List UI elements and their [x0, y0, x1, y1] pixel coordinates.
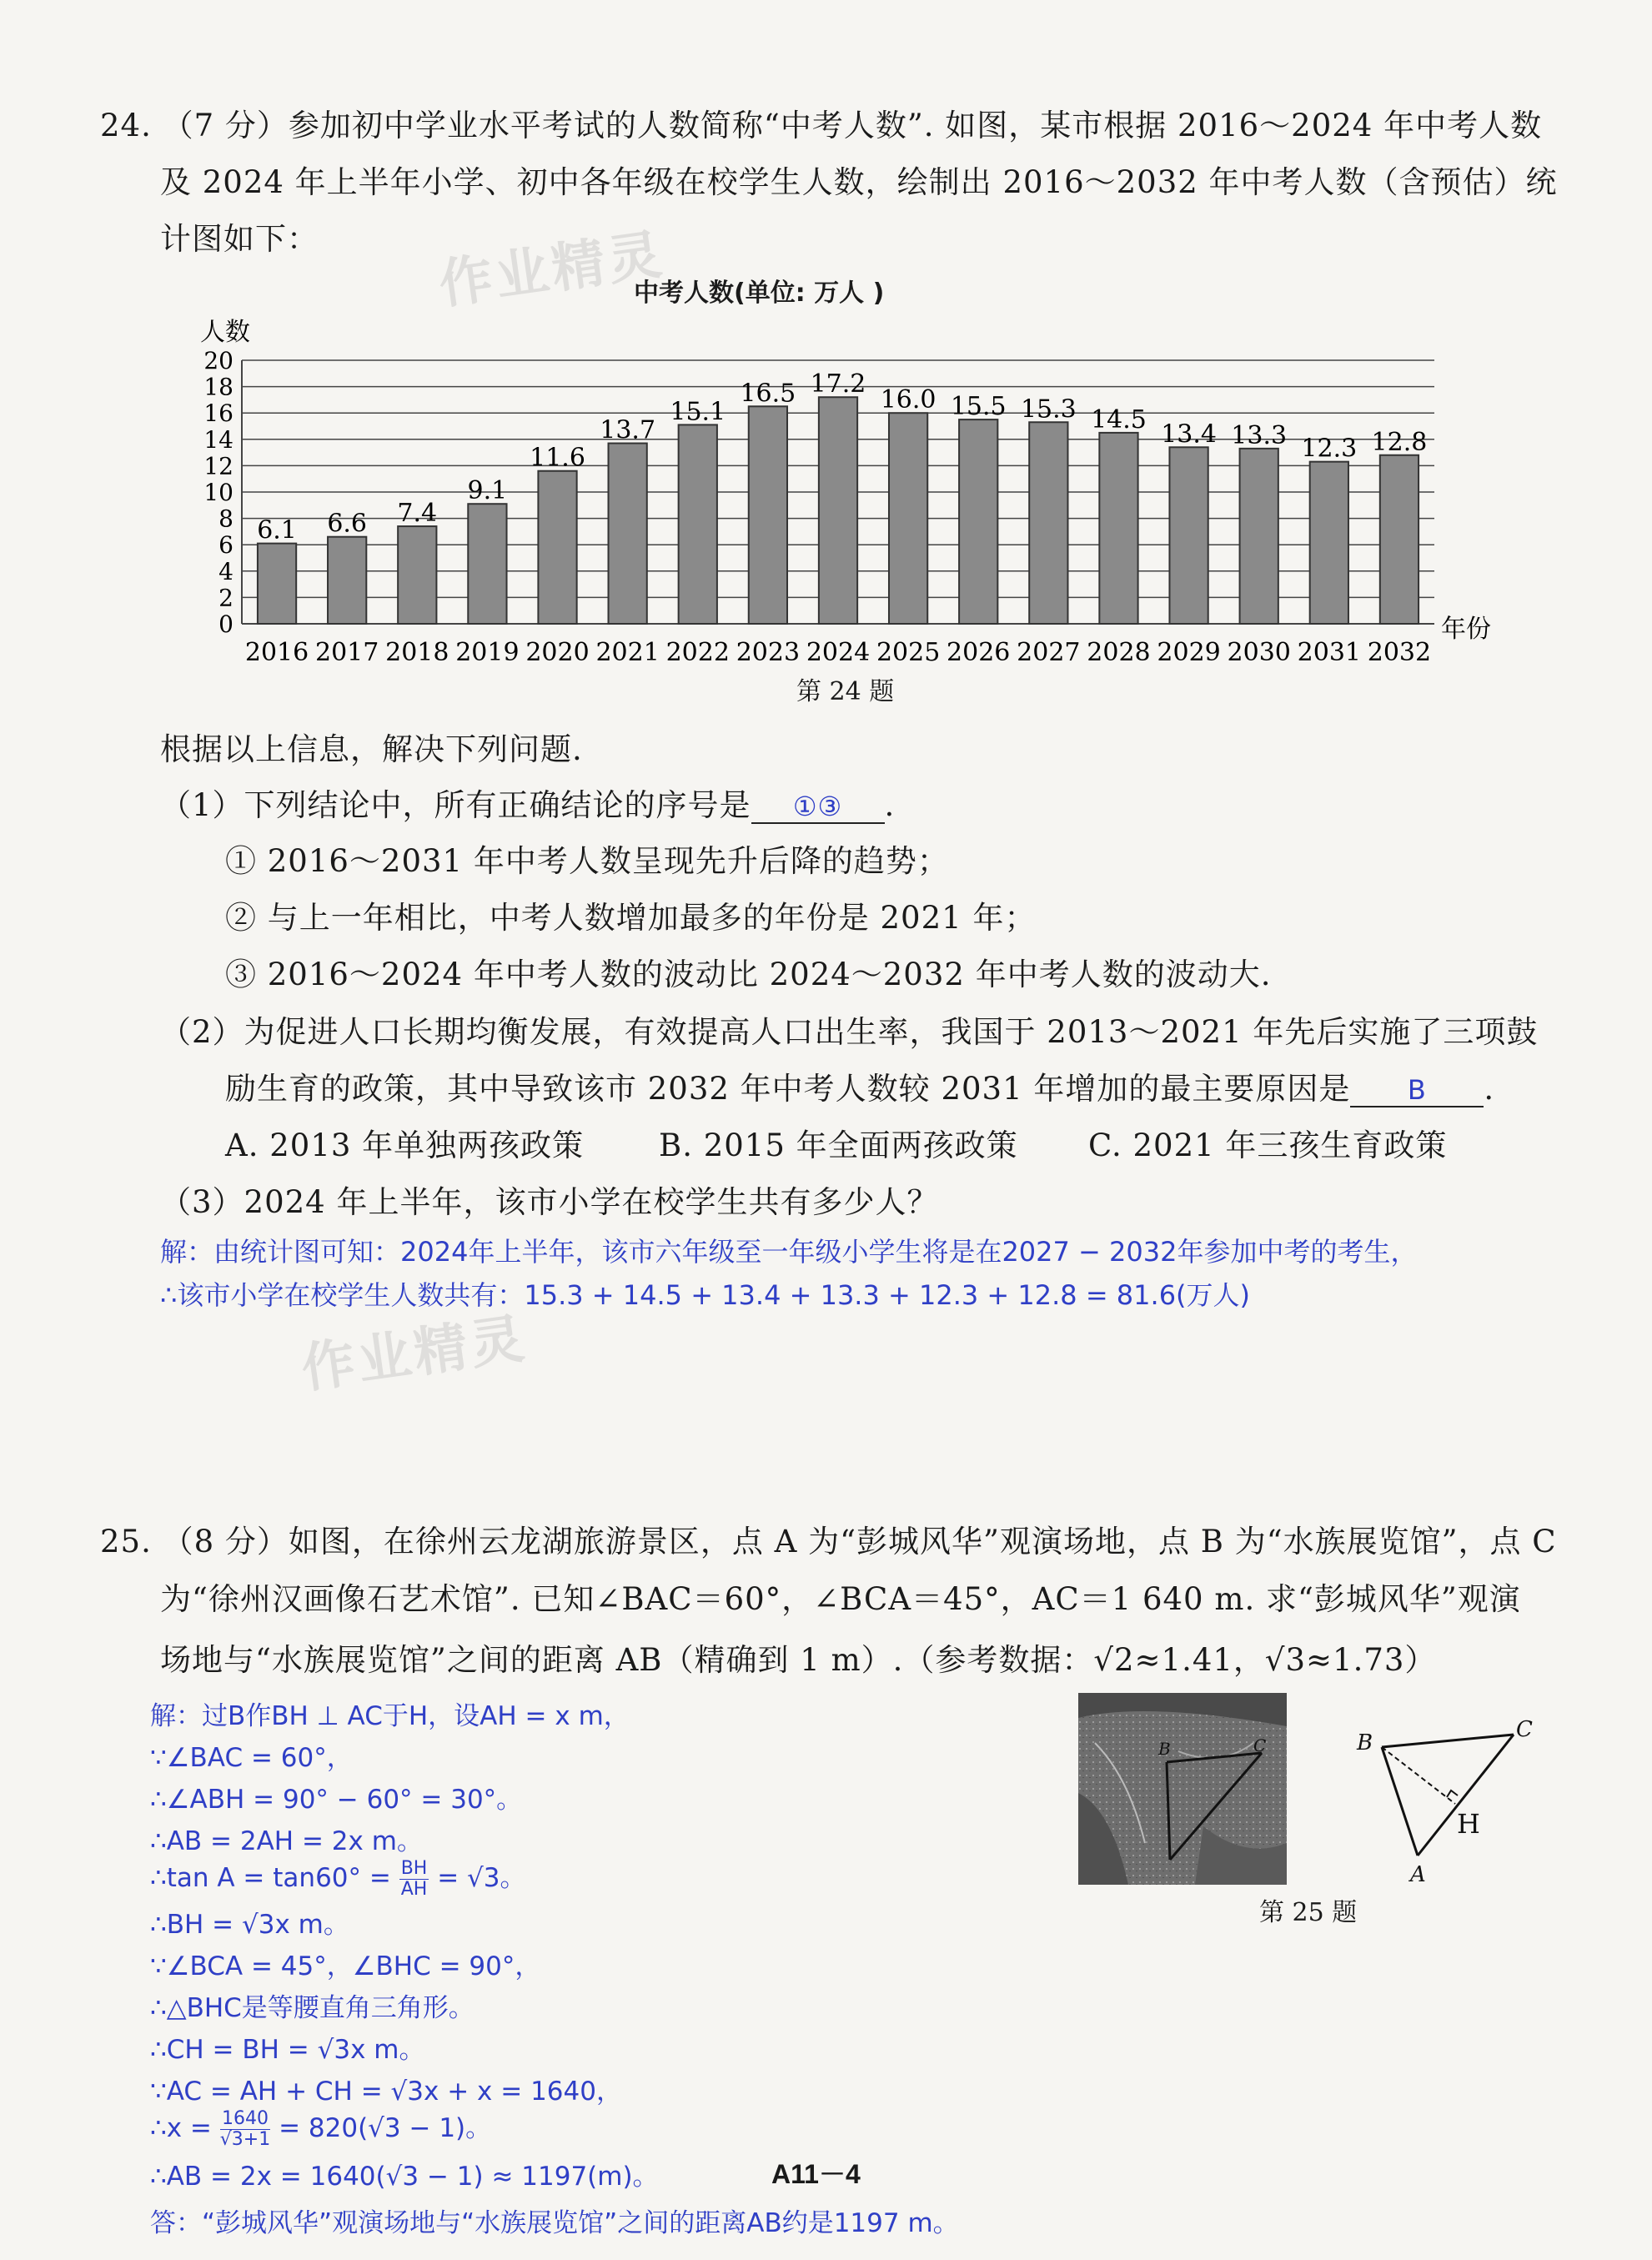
q24-option-b: B. 2015 年全面两孩政策	[659, 1127, 1018, 1163]
q25-sol-10-text: ∴x =	[150, 2113, 220, 2143]
triangle-diagram	[1347, 1710, 1539, 1901]
bar-2020	[538, 471, 576, 624]
q24-statement-3: ③ 2016～2024 年中考人数的波动比 2024～2032 年中考人数的波动大.	[225, 957, 1272, 992]
fraction-bh-ah	[399, 1859, 429, 1900]
q24-solution-2: ∴该市小学在校学生人数共有：15.3 + 14.5 + 13.4 + 13.3 + 12.3 + 12.8 = 81.6(万人)	[160, 1279, 1251, 1311]
bar-2031	[1310, 462, 1348, 624]
bar-value-label: 15.1	[670, 397, 726, 427]
x-tick-label: 2019	[455, 638, 520, 667]
bar-value-label: 13.3	[1231, 420, 1288, 450]
watermark: 作业精灵	[435, 223, 669, 317]
q24-statement-2: ② 与上一年相比，中考人数增加最多的年份是 2021 年；	[225, 900, 1037, 936]
q24-part2-line1: （2）为促进人口长期均衡发展，有效提高人口出生率，我国于 2013～2021 年先后实施了三项鼓	[160, 1014, 1539, 1050]
q25-caption: 第 25 题	[1259, 1898, 1358, 1927]
y-tick-label: 6	[218, 531, 233, 560]
q25-sol-10	[150, 2107, 491, 2150]
q24-part2-answer: B	[1350, 1074, 1484, 1107]
altitude-bh	[1382, 1747, 1455, 1804]
y-axis-label: 人数	[200, 318, 250, 347]
bar-value-label: 6.1	[257, 515, 297, 545]
x-tick-label: 2025	[876, 638, 941, 667]
x-tick-label: 2021	[595, 638, 660, 667]
q25-sol-7: ∴△BHC是等腰直角三角形。	[150, 1993, 475, 2023]
bar-value-label: 15.3	[1020, 394, 1077, 424]
bar-2022	[679, 424, 717, 624]
q25-sol-4	[150, 1856, 526, 1900]
x-tick-label: 2023	[736, 638, 801, 667]
y-tick-label: 4	[218, 557, 233, 585]
q24-caption: 第 24 题	[796, 677, 895, 706]
q25-sol-1: ∵∠BAC = 60°，	[150, 1743, 353, 1773]
label-h: H	[1457, 1808, 1480, 1840]
frac-den: AH	[400, 1879, 428, 1900]
frac-num: BH	[400, 1857, 428, 1879]
x-tick-label: 2028	[1087, 638, 1151, 667]
y-tick-label: 14	[203, 425, 233, 454]
bar-2026	[959, 419, 997, 624]
q25-sol-10-tail: = 820(√3 − 1)。	[270, 2113, 492, 2143]
x-tick-label: 2016	[244, 638, 309, 667]
q25-sol-0: 解：过B作BH ⊥ AC于H，设AH = x m，	[150, 1701, 630, 1731]
q24-part1-end: .	[884, 787, 896, 823]
bar-value-label: 14.5	[1091, 404, 1147, 434]
bar-2025	[889, 413, 927, 624]
x-tick-label: 2017	[314, 638, 379, 667]
x-tick-label: 2022	[665, 638, 730, 667]
bar-value-label: 16.0	[880, 385, 936, 415]
q24-part2-end: .	[1484, 1071, 1495, 1107]
q25-sol-6: ∵∠BCA = 45°，∠BHC = 90°，	[150, 1951, 541, 1981]
bar-2029	[1169, 447, 1208, 624]
q25-line3: 场地与“水族展览馆”之间的距离 AB（精确到 1 m）.（参考数据：√2≈1.41，√3≈1.73）	[160, 1642, 1437, 1678]
q24-part1-answer: ①③	[751, 791, 885, 824]
x-tick-label: 2029	[1157, 638, 1221, 667]
x-tick-label: 2026	[947, 638, 1011, 667]
map-label-c: C	[1253, 1735, 1267, 1755]
q24-part1-text: （1）下列结论中，所有正确结论的序号是	[160, 787, 751, 823]
q25-line2: 为“徐州汉画像石艺术馆”. 已知∠BAC＝60°，∠BCA＝45°，AC＝1 640 m. 求“彭城风华”观演	[160, 1581, 1521, 1617]
bar-chart	[175, 300, 1543, 684]
bar-value-label: 9.1	[467, 476, 508, 506]
bar-2032	[1380, 455, 1419, 624]
x-tick-label: 2018	[385, 638, 449, 667]
label-c: C	[1516, 1717, 1533, 1742]
bar-value-label: 15.5	[950, 392, 1007, 422]
q24-part1	[160, 780, 895, 825]
bar-2027	[1029, 422, 1067, 624]
x-tick-label: 2027	[1017, 638, 1081, 667]
bar-value-label: 11.6	[530, 443, 585, 473]
y-tick-label: 8	[218, 505, 233, 533]
q24-option-c: C. 2021 年三孩生育政策	[1088, 1127, 1448, 1163]
q25-sol-5: ∴BH = √3x m。	[150, 1910, 349, 1940]
q24-line1: 24. （7 分）参加初中学业水平考试的人数简称“中考人数”. 如图，某市根据 2016～2024 年中考人数	[100, 108, 1543, 143]
x-tick-label: 2031	[1297, 638, 1362, 667]
bar-2023	[749, 406, 787, 624]
y-tick-label: 0	[218, 610, 233, 638]
frac-den: √3+1	[219, 2129, 271, 2150]
bar-2024	[819, 397, 857, 624]
x-axis-label: 年份	[1441, 615, 1491, 644]
q25-sol-2: ∴∠ABH = 90° − 60° = 30°。	[150, 1785, 523, 1815]
q25-sol-3: ∴AB = 2AH = 2x m。	[150, 1826, 423, 1856]
x-tick-label: 2024	[806, 638, 871, 667]
q25-answer: 答：“彭城风华”观演场地与“水族展览馆”之间的距离AB约是1197 m。	[150, 2208, 959, 2238]
q25-sol-4-tail: = √3。	[429, 1863, 526, 1893]
bar-2018	[398, 526, 436, 624]
right-angle-mark	[1447, 1790, 1458, 1797]
frac-num: 1640	[220, 2109, 270, 2130]
q24-part3: （3）2024 年上半年，该市小学在校学生共有多少人？	[160, 1184, 939, 1220]
map-label-b: B	[1158, 1739, 1171, 1759]
q24-part2-text: 励生育的政策，其中导致该市 2032 年中考人数较 2031 年增加的最主要原因是	[225, 1071, 1351, 1107]
q25-sol-9: ∵AC = AH + CH = √3x + x = 1640，	[150, 2077, 622, 2107]
y-tick-label: 12	[203, 452, 233, 480]
x-tick-label: 2032	[1367, 638, 1432, 667]
side-bc	[1382, 1735, 1514, 1747]
x-tick-label: 2020	[525, 638, 590, 667]
fraction-x	[220, 2109, 270, 2150]
label-a: A	[1410, 1862, 1426, 1887]
side-ba	[1382, 1747, 1418, 1856]
bar-2017	[328, 537, 366, 624]
y-tick-label: 10	[203, 479, 233, 506]
q24-line3: 计图如下：	[160, 221, 319, 257]
bar-value-label: 13.7	[600, 415, 656, 445]
y-tick-label: 16	[203, 399, 233, 428]
bar-value-label: 12.3	[1301, 434, 1358, 464]
page-number: A11－4	[771, 2159, 861, 2189]
bar-2021	[609, 444, 647, 624]
chart-title: 中考人数(单位: 万人 )	[634, 279, 885, 308]
q24-option-a: A. 2013 年单独两孩政策	[225, 1127, 585, 1163]
y-tick-label: 2	[218, 584, 233, 612]
bar-value-label: 13.4	[1161, 419, 1217, 449]
bar-value-label: 6.6	[327, 509, 368, 539]
q25-sol-11: ∴AB = 2x = 1640(√3 − 1) ≈ 1197(m)。	[150, 2162, 659, 2192]
bar-2016	[258, 544, 296, 624]
q24-part2-line2	[225, 1063, 1494, 1108]
q24-solution-1: 解：由统计图可知：2024年上半年，该市六年级至一年级小学生将是在2027 − 2032年参加中考的考生，	[160, 1236, 1418, 1268]
q25-line1: 25. （8 分）如图，在徐州云龙湖旅游景区，点 A 为“彭城风华”观演场地，点 B 为“水族展览馆”，点 C	[100, 1524, 1557, 1559]
y-tick-label: 20	[203, 347, 233, 374]
watermark-2: 作业精灵	[298, 1308, 531, 1401]
label-b: B	[1357, 1730, 1373, 1755]
bar-2028	[1099, 433, 1137, 624]
q25-sol-4-text: ∴tan A = tan60° =	[150, 1863, 399, 1893]
map-photo	[1078, 1693, 1287, 1885]
q24-line2: 及 2024 年上半年小学、初中各年级在校学生人数，绘制出 2016～2032 年中考人数（含预估）统	[160, 164, 1558, 200]
q24-intro: 根据以上信息，解决下列问题.	[160, 731, 583, 767]
bar-value-label: 7.4	[397, 499, 438, 529]
q24-statement-1: ① 2016～2031 年中考人数呈现先升后降的趋势；	[225, 843, 949, 879]
q25-sol-8: ∴CH = BH = √3x m。	[150, 2035, 425, 2065]
bar-value-label: 17.2	[810, 369, 866, 399]
x-tick-label: 2030	[1227, 638, 1291, 667]
bar-value-label: 16.5	[740, 379, 796, 409]
bar-2019	[468, 504, 506, 624]
y-tick-label: 18	[203, 373, 233, 401]
bar-2030	[1240, 449, 1278, 624]
bar-value-label: 12.8	[1371, 427, 1428, 457]
